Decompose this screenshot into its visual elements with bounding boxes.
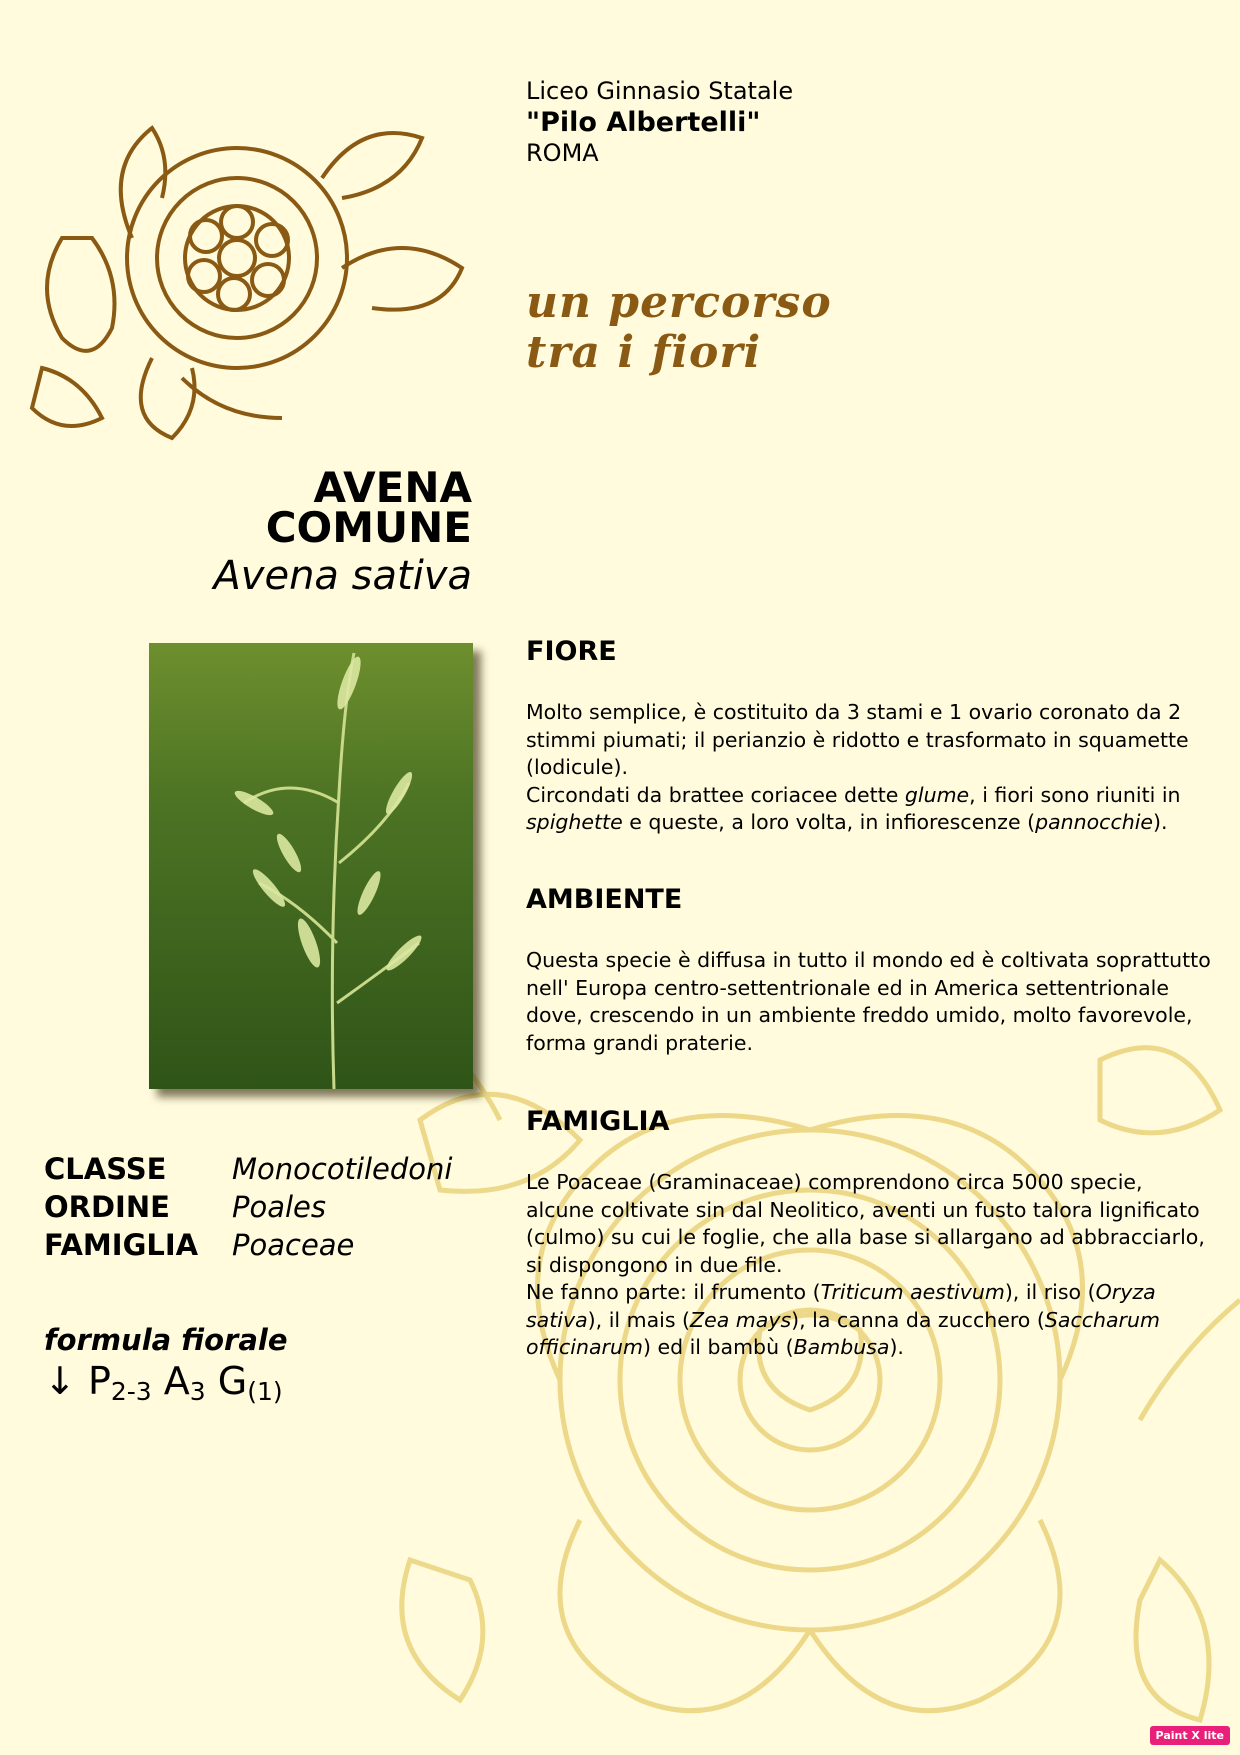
ordine-label: ORDINE (44, 1190, 170, 1224)
zygomorphic-arrow-icon: ↓ (44, 1359, 76, 1403)
taxonomy-table (44, 1150, 453, 1264)
famiglia-paragraph-1: Le Poaceae (Graminaceae) comprendono circa 5000 specie, alcune coltivate sin dal Neolitico, aventi un fusto talora lignificato (culmo) su cui le foglie, che alla base si allargano ad abbracciarlo, si dispongono in due file. (526, 1170, 1205, 1277)
oat-plant-photo (149, 643, 473, 1089)
famiglia-label: FAMIGLIA (44, 1228, 199, 1262)
school-type: Liceo Ginnasio Statale (526, 77, 794, 105)
ordine-value: Poales (232, 1190, 327, 1224)
school-header (526, 76, 793, 169)
plant-title (213, 463, 472, 600)
taxonomy-row-classe (44, 1150, 453, 1188)
ambiente-paragraph: Questa specie è diffusa in tutto il mondo ed è coltivata soprattutto nell' Europa centro-settentrionale ed in America settentrionale dove, crescendo in un ambiente freddo umido, molto favorevole, forma grandi praterie. (526, 948, 1211, 1055)
formula-label: formula fiorale (44, 1323, 288, 1357)
decorative-rose-icon (22, 118, 502, 448)
school-city: ROMA (526, 139, 599, 167)
common-name-line2: COMUNE (265, 503, 472, 552)
ambiente-heading: AMBIENTE (526, 884, 683, 915)
floral-formula (44, 1322, 288, 1415)
section-ambiente (526, 884, 1216, 1057)
taxonomy-row-famiglia (44, 1226, 453, 1264)
section-fiore (526, 636, 1216, 837)
oat-plant-icon (149, 643, 473, 1089)
motto (526, 278, 832, 378)
motto-line2: tra i fiori (526, 327, 762, 378)
school-name: "Pilo Albertelli" (526, 107, 761, 138)
paint-x-lite-badge: Paint X lite (1150, 1726, 1230, 1745)
classe-value: Monocotiledoni (232, 1152, 453, 1186)
fiore-paragraph-1: Molto semplice, è costituito da 3 stami e 1 ovario coronato da 2 stimmi piumati; il perianzio è ridotto e trasformato in squamette (lodicule). (526, 700, 1189, 779)
motto-line1: un percorso (526, 277, 832, 328)
famiglia-paragraph-2: Ne fanno parte: il frumento (Triticum aestivum), il riso (Oryza sativa), il mais (Zea mays), la canna da zucchero (Saccharum officinarum) ed il bambù (Bambusa). (526, 1280, 1160, 1359)
famiglia-heading: FAMIGLIA (526, 1106, 670, 1137)
fiore-paragraph-2: Circondati da brattee coriacee dette glume, i fiori sono riuniti in spighette e queste, a loro volta, in infiorescenze (pannocchie). (526, 782, 1181, 834)
fiore-heading: FIORE (526, 636, 617, 667)
formula-value: ↓ $P_{2-3}$ $A_3$ $G_{(1)}$ (44, 1359, 283, 1406)
scientific-name: Avena sativa (213, 553, 472, 599)
classe-label: CLASSE (44, 1152, 167, 1186)
famiglia-value: Poaceae (232, 1228, 355, 1262)
section-famiglia (526, 1106, 1216, 1362)
taxonomy-row-ordine (44, 1188, 453, 1226)
common-name-line1: AVENA (313, 463, 472, 512)
